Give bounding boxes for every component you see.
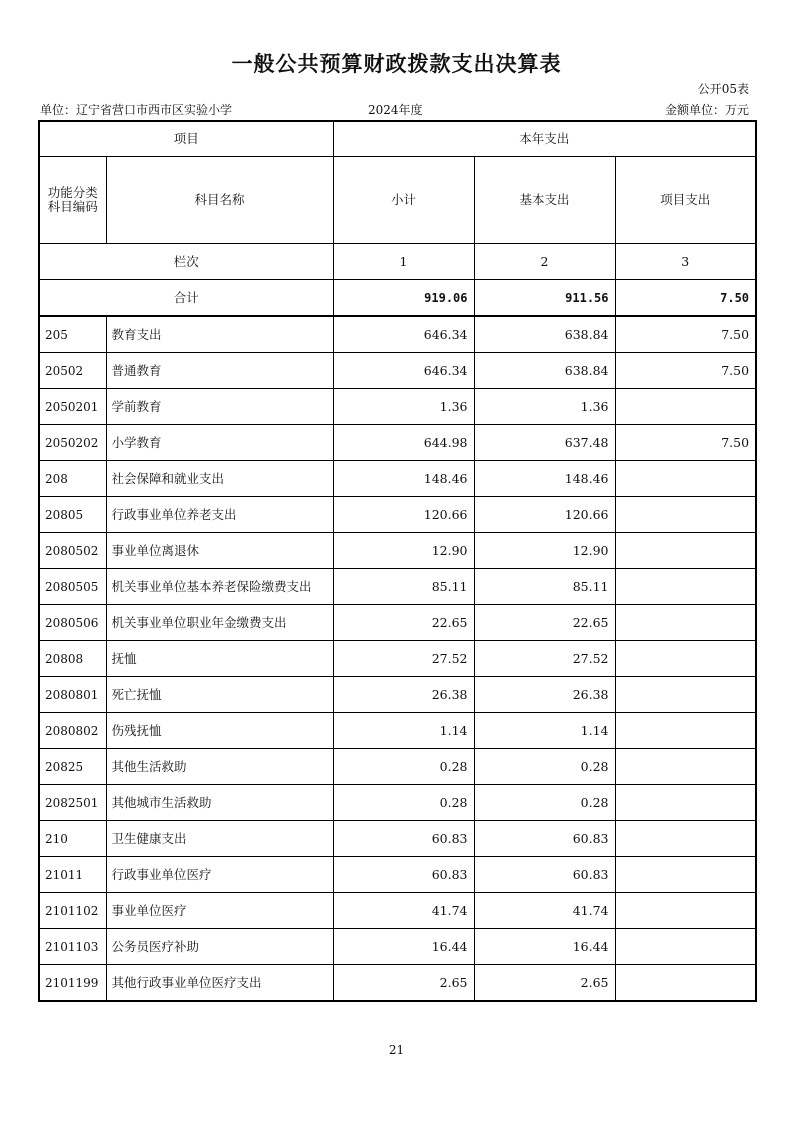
row-project xyxy=(615,605,756,641)
row-name: 卫生健康支出 xyxy=(106,821,333,857)
row-basic: 638.84 xyxy=(474,353,615,389)
row-subtotal: 646.34 xyxy=(333,353,474,389)
row-project xyxy=(615,533,756,569)
row-subtotal: 2.65 xyxy=(333,965,474,1002)
row-project xyxy=(615,389,756,425)
row-basic: 85.11 xyxy=(474,569,615,605)
header-row-3 xyxy=(39,244,756,280)
row-project xyxy=(615,677,756,713)
row-subtotal: 85.11 xyxy=(333,569,474,605)
row-basic: 60.83 xyxy=(474,821,615,857)
column-order-label: 栏次 xyxy=(39,244,333,280)
money-unit: 金额单位：万元 xyxy=(664,103,749,117)
fiscal-year: 2024年度 xyxy=(368,103,423,117)
row-subtotal: 60.83 xyxy=(333,821,474,857)
row-subtotal: 148.46 xyxy=(333,461,474,497)
row-project xyxy=(615,893,756,929)
row-project: 7.50 xyxy=(615,353,756,389)
row-project xyxy=(615,497,756,533)
row-project xyxy=(615,929,756,965)
row-basic: 637.48 xyxy=(474,425,615,461)
row-name: 机关事业单位职业年金缴费支出 xyxy=(106,605,333,641)
row-name: 学前教育 xyxy=(106,389,333,425)
table-row xyxy=(39,785,756,821)
row-name: 其他生活救助 xyxy=(106,749,333,785)
row-basic: 120.66 xyxy=(474,497,615,533)
row-subtotal: 16.44 xyxy=(333,929,474,965)
row-code: 2080802 xyxy=(39,713,106,749)
page-title: 一般公共预算财政拨款支出决算表 xyxy=(231,52,562,76)
row-project xyxy=(615,965,756,1002)
row-name: 社会保障和就业支出 xyxy=(106,461,333,497)
row-project xyxy=(615,641,756,677)
table-row xyxy=(39,389,756,425)
table-row xyxy=(39,569,756,605)
row-name: 事业单位离退休 xyxy=(106,533,333,569)
row-project xyxy=(615,713,756,749)
row-subtotal: 120.66 xyxy=(333,497,474,533)
reporting-unit: 单位：辽宁省营口市西市区实验小学 xyxy=(40,103,233,117)
row-basic: 16.44 xyxy=(474,929,615,965)
row-name: 公务员医疗补助 xyxy=(106,929,333,965)
row-subtotal: 22.65 xyxy=(333,605,474,641)
table-row xyxy=(39,316,756,353)
row-project xyxy=(615,749,756,785)
row-name: 抚恤 xyxy=(106,641,333,677)
row-code: 2082501 xyxy=(39,785,106,821)
row-project: 7.50 xyxy=(615,425,756,461)
row-name: 普通教育 xyxy=(106,353,333,389)
table-row xyxy=(39,965,756,1002)
row-code: 2050201 xyxy=(39,389,106,425)
row-name: 其他行政事业单位医疗支出 xyxy=(106,965,333,1002)
row-code: 2080506 xyxy=(39,605,106,641)
row-subtotal: 27.52 xyxy=(333,641,474,677)
page-number: 21 xyxy=(388,1043,405,1057)
row-name: 行政事业单位养老支出 xyxy=(106,497,333,533)
header-row-1 xyxy=(39,121,756,157)
table-row xyxy=(39,929,756,965)
table-row xyxy=(39,893,756,929)
row-code: 2101103 xyxy=(39,929,106,965)
header-current-expense: 本年支出 xyxy=(333,121,756,157)
row-basic: 12.90 xyxy=(474,533,615,569)
table-row xyxy=(39,605,756,641)
row-basic: 1.36 xyxy=(474,389,615,425)
table-row xyxy=(39,353,756,389)
table-row xyxy=(39,821,756,857)
form-number: 公开05表 xyxy=(697,82,749,96)
row-basic: 1.14 xyxy=(474,713,615,749)
header-name: 科目名称 xyxy=(106,157,333,244)
row-basic: 0.28 xyxy=(474,749,615,785)
row-name: 伤残抚恤 xyxy=(106,713,333,749)
row-name: 事业单位医疗 xyxy=(106,893,333,929)
header-code: 功能分类科目编码 xyxy=(39,157,106,244)
total-row xyxy=(39,280,756,317)
row-code: 2101102 xyxy=(39,893,106,929)
row-subtotal: 646.34 xyxy=(333,316,474,353)
row-project xyxy=(615,569,756,605)
row-basic: 638.84 xyxy=(474,316,615,353)
row-subtotal: 60.83 xyxy=(333,857,474,893)
row-code: 20808 xyxy=(39,641,106,677)
row-project xyxy=(615,461,756,497)
row-name: 行政事业单位医疗 xyxy=(106,857,333,893)
row-basic: 41.74 xyxy=(474,893,615,929)
table-row xyxy=(39,461,756,497)
total-basic: 911.56 xyxy=(474,280,615,317)
column-number-2: 2 xyxy=(474,244,615,280)
total-project: 7.50 xyxy=(615,280,756,317)
row-subtotal: 26.38 xyxy=(333,677,474,713)
row-project xyxy=(615,785,756,821)
table-row xyxy=(39,749,756,785)
row-name: 死亡抚恤 xyxy=(106,677,333,713)
row-code: 210 xyxy=(39,821,106,857)
row-code: 21011 xyxy=(39,857,106,893)
table-row xyxy=(39,677,756,713)
column-number-1: 1 xyxy=(333,244,474,280)
row-code: 20805 xyxy=(39,497,106,533)
row-basic: 148.46 xyxy=(474,461,615,497)
row-basic: 22.65 xyxy=(474,605,615,641)
row-subtotal: 1.36 xyxy=(333,389,474,425)
row-basic: 27.52 xyxy=(474,641,615,677)
row-code: 2080801 xyxy=(39,677,106,713)
row-subtotal: 0.28 xyxy=(333,749,474,785)
row-name: 其他城市生活救助 xyxy=(106,785,333,821)
row-code: 205 xyxy=(39,316,106,353)
row-code: 2080502 xyxy=(39,533,106,569)
row-name: 教育支出 xyxy=(106,316,333,353)
row-project: 7.50 xyxy=(615,316,756,353)
header-basic: 基本支出 xyxy=(474,157,615,244)
total-label: 合计 xyxy=(39,280,333,317)
row-code: 2050202 xyxy=(39,425,106,461)
table-row xyxy=(39,857,756,893)
header-project-expense: 项目支出 xyxy=(615,157,756,244)
table-row xyxy=(39,713,756,749)
row-code: 2080505 xyxy=(39,569,106,605)
row-code: 2101199 xyxy=(39,965,106,1002)
header-project: 项目 xyxy=(39,121,333,157)
header-subtotal: 小计 xyxy=(333,157,474,244)
row-code: 208 xyxy=(39,461,106,497)
header-row-2 xyxy=(39,157,756,244)
row-basic: 0.28 xyxy=(474,785,615,821)
expenditure-table xyxy=(38,120,757,1002)
row-subtotal: 1.14 xyxy=(333,713,474,749)
table-row xyxy=(39,533,756,569)
row-basic: 26.38 xyxy=(474,677,615,713)
table-row xyxy=(39,425,756,461)
row-project xyxy=(615,821,756,857)
row-name: 小学教育 xyxy=(106,425,333,461)
row-subtotal: 12.90 xyxy=(333,533,474,569)
table-row xyxy=(39,497,756,533)
row-basic: 60.83 xyxy=(474,857,615,893)
row-code: 20825 xyxy=(39,749,106,785)
row-subtotal: 644.98 xyxy=(333,425,474,461)
row-subtotal: 41.74 xyxy=(333,893,474,929)
row-name: 机关事业单位基本养老保险缴费支出 xyxy=(106,569,333,605)
column-number-3: 3 xyxy=(615,244,756,280)
total-subtotal: 919.06 xyxy=(333,280,474,317)
row-basic: 2.65 xyxy=(474,965,615,1002)
table-row xyxy=(39,641,756,677)
row-code: 20502 xyxy=(39,353,106,389)
row-subtotal: 0.28 xyxy=(333,785,474,821)
row-project xyxy=(615,857,756,893)
